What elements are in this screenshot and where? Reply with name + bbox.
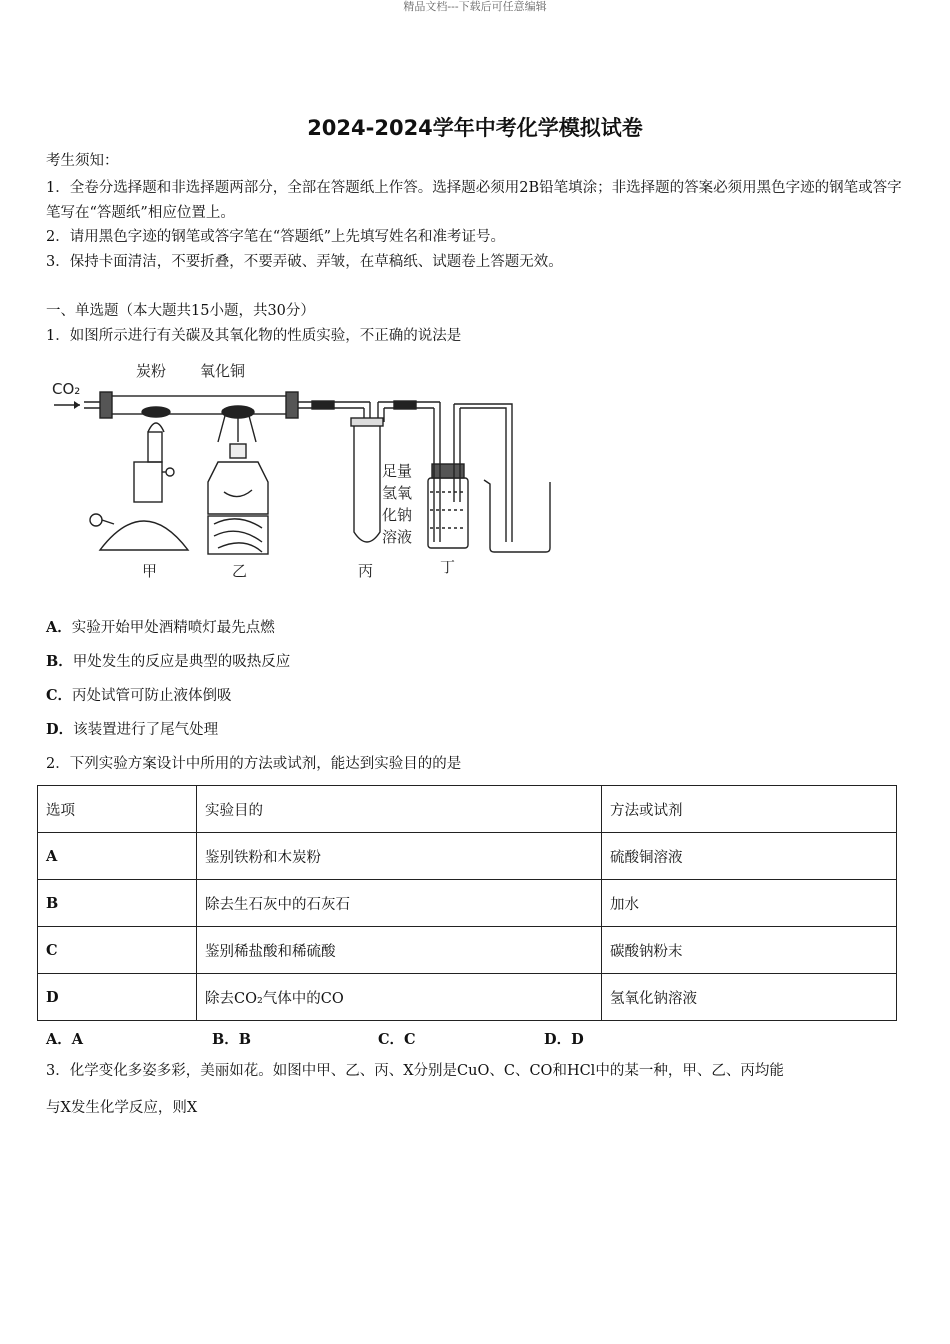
- notice-item-1: 1．全卷分选择题和非选择题两部分，全部在答题纸上作答。选择题必须用2B铅笔填涂；非选择题的答案必须用黑色字迹的钢笔或答字笔写在“答题纸”相应位置上。: [46, 180, 902, 221]
- beaker: [484, 480, 550, 552]
- table-row: [38, 833, 897, 880]
- q2-answers: [46, 1028, 710, 1049]
- table-row: [38, 974, 897, 1021]
- label-solution-2: 氢氧: [382, 484, 413, 502]
- page-title: 2024-2024学年中考化学模拟试卷: [307, 116, 643, 140]
- label-solution-3: 化钠: [382, 506, 413, 524]
- row-method: 硫酸铜溶液: [602, 833, 897, 880]
- row-method: 碳酸钠粉末: [602, 927, 897, 974]
- row-method: 加水: [602, 880, 897, 927]
- label-yi: 乙: [232, 562, 248, 580]
- label-co2: CO₂: [52, 380, 81, 398]
- q1-option-c[interactable]: C．丙处试管可防止液体倒吸: [46, 687, 232, 704]
- row-letter: B: [38, 880, 197, 927]
- stopper-right: [286, 392, 298, 418]
- table-row: [38, 880, 897, 927]
- alcohol-lamp-yi: [208, 462, 268, 514]
- section-heading: 一、单选题（本大题共15小题，共30分）: [46, 303, 315, 319]
- q3-stem-line-2: 与X发生化学反应，则X: [46, 1100, 198, 1116]
- row-letter: A: [38, 833, 197, 880]
- watermark: 精品文档---下载后可任意编辑: [403, 0, 547, 13]
- row-letter: D: [38, 974, 197, 1021]
- label-jia: 甲: [142, 562, 158, 580]
- carbon-powder: [142, 407, 170, 417]
- q2-answer-a[interactable]: A．A: [46, 1031, 84, 1048]
- q1-option-a[interactable]: A．实验开始甲处酒精喷灯最先点燃: [46, 619, 275, 636]
- test-tube-bing: [354, 424, 380, 542]
- label-copper-oxide: 氧化铜: [200, 362, 246, 380]
- notice-heading: 考生须知：: [46, 153, 119, 169]
- label-ding: 丁: [440, 558, 456, 576]
- row-purpose: 除去CO₂气体中的CO: [197, 974, 602, 1021]
- q1-option-d[interactable]: D．该装置进行了尾气处理: [46, 721, 219, 738]
- header-purpose: 实验目的: [197, 786, 602, 833]
- q3-stem-line-1: 3．化学变化多姿多彩，美丽如花。如图中甲、乙、丙、X分别是CuO、C、CO和HCl中的某一种，甲、乙、丙均能: [46, 1063, 784, 1079]
- header-option: 选项: [38, 786, 197, 833]
- row-purpose: 除去生石灰中的石灰石: [197, 880, 602, 927]
- combustion-tube: [110, 396, 288, 414]
- apparatus-figure: [48, 352, 558, 584]
- header-method: 方法或试剂: [602, 786, 897, 833]
- row-purpose: 鉴别稀盐酸和稀硫酸: [197, 927, 602, 974]
- q2-answer-c[interactable]: C．C: [378, 1031, 416, 1048]
- label-bing: 丙: [358, 562, 374, 580]
- label-solution-1: 足量: [382, 462, 413, 480]
- stopper-left: [100, 392, 112, 418]
- table-row: [38, 927, 897, 974]
- q2-stem: 2．下列实验方案设计中所用的方法或试剂，能达到实验目的的是: [46, 756, 462, 772]
- notice-item-2: 2．请用黑色字迹的钢笔或答字笔在“答题纸”上先填写姓名和准考证号。: [46, 229, 506, 245]
- q2-answer-d[interactable]: D．D: [544, 1031, 584, 1048]
- label-carbon: 炭粉: [136, 362, 167, 380]
- row-letter: C: [38, 927, 197, 974]
- q2-answer-b[interactable]: B．B: [212, 1031, 252, 1048]
- q1-option-b[interactable]: B．甲处发生的反应是典型的吸热反应: [46, 653, 291, 670]
- row-method: 氢氧化钠溶液: [602, 974, 897, 1021]
- blast-lamp-jia: [100, 521, 188, 550]
- q1-stem: 1．如图所示进行有关碳及其氧化物的性质实验，不正确的说法是: [46, 328, 462, 344]
- table-header-row: [38, 786, 897, 833]
- notice-item-3: 3．保持卡面清洁，不要折叠，不要弄破、弄皱，在草稿纸、试题卷上答题无效。: [46, 254, 563, 270]
- row-purpose: 鉴别铁粉和木炭粉: [197, 833, 602, 880]
- label-solution-4: 溶液: [382, 528, 413, 546]
- q2-table: [37, 785, 897, 1021]
